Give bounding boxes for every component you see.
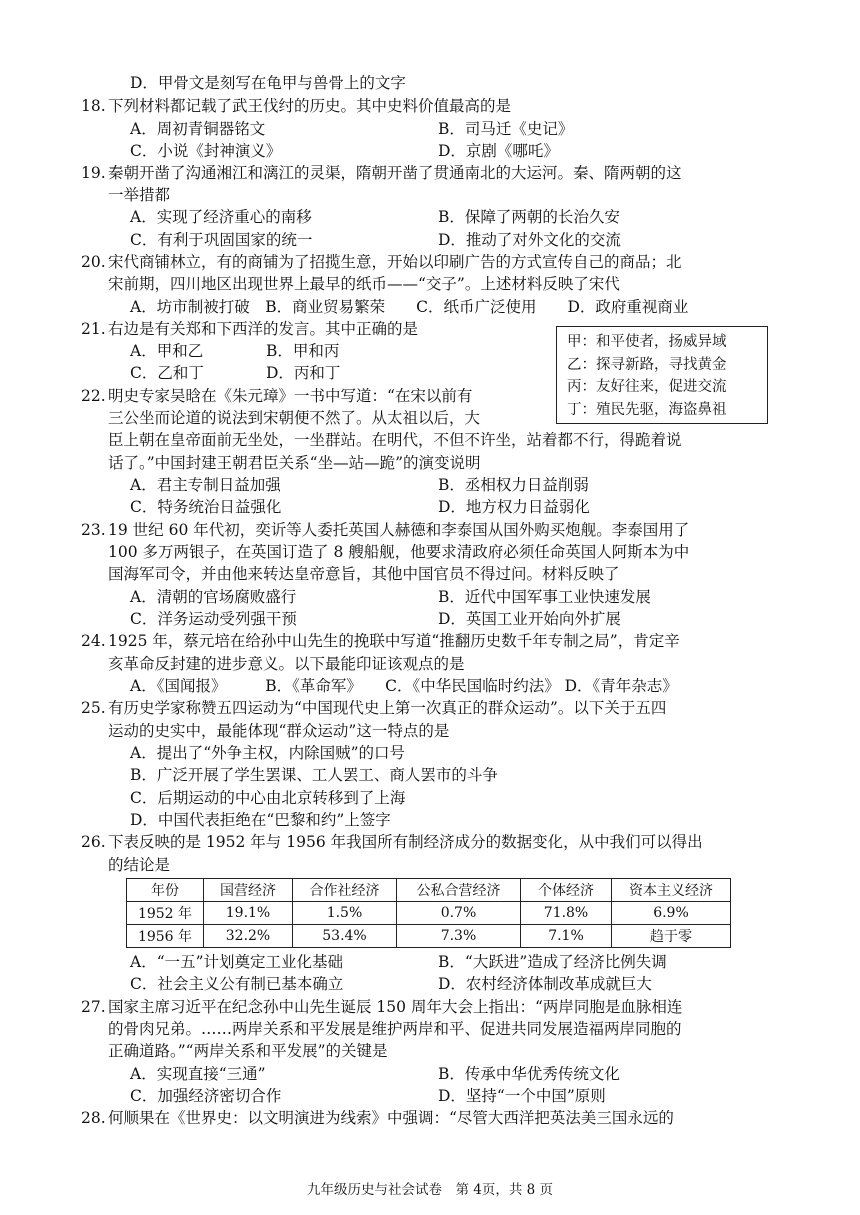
- table-cell: 53.4%: [293, 925, 397, 948]
- question-number: 26.: [81, 833, 106, 851]
- economy-ownership-table: [126, 878, 731, 948]
- question-stem: 19 世纪 60 年代初，奕䜣等人委托英国人赫德和李泰国从国外购买炮舰。李泰国用了: [108, 521, 690, 539]
- q19-option-d: D．推动了对外文化的交流: [438, 231, 621, 249]
- table-cell: 6.9%: [612, 902, 731, 925]
- question-number: 19.: [81, 164, 106, 182]
- q21-option-b: B．甲和丙: [266, 342, 340, 360]
- q26-option-b: B．“大跃进”造成了经济比例失调: [438, 953, 667, 971]
- table-header: 合作社经济: [293, 879, 397, 902]
- question-stem: 1925 年，蔡元培在给孙中山先生的挽联中写道“推翻历史数千年专制之局”，肯定辛: [108, 632, 680, 650]
- table-header: 资本主义经济: [612, 879, 731, 902]
- question-stem: 宋代商铺林立，有的商铺为了招揽生意，开始以印刷广告的方式宣传自己的商品；北: [108, 253, 682, 271]
- question-stem-cont: 宋前期，四川地区出现世界上最早的纸币——“交子”。上述材料反映了宋代: [108, 275, 620, 293]
- question-number: 24.: [81, 632, 106, 650]
- q25-option-b: B．广泛开展了学生罢课、工人罢工、商人罢市的斗争: [130, 766, 498, 784]
- statement-yi: 乙：探寻新路，寻找黄金: [567, 356, 727, 373]
- question-number: 23.: [81, 521, 106, 539]
- question-22: [81, 385, 473, 407]
- question-stem-cont: 正确道路。”“两岸关系和平发展”的关键是: [108, 1042, 388, 1060]
- question-stem-cont: 话了。”中国封建王朝君臣关系“坐—站—跪”的演变说明: [108, 454, 481, 472]
- q23-option-a: A．清朝的官场腐败盛行: [130, 588, 297, 606]
- q22-option-a: A．君主专制日益加强: [130, 476, 281, 494]
- q22-option-b: B．丞相权力日益削弱: [438, 476, 589, 494]
- question-stem: 国家主席习近平在纪念孙中山先生诞辰 150 周年大会上指出：“两岸同胞是血脉相连: [108, 998, 683, 1016]
- question-stem-cont: 100 多万两银子，在英国订造了 8 艘船舰，他要求清政府必须任命英国人阿斯本为中: [108, 543, 690, 561]
- q25-option-c: C．后期运动的中心由北京转移到了上海: [130, 789, 406, 807]
- zhenghe-statements-box: [556, 326, 768, 424]
- q23-option-d: D．英国工业开始向外扩展: [438, 610, 621, 628]
- table-header: 国营经济: [204, 879, 293, 902]
- statement-ding: 丁：殖民先驱，海盗鼻祖: [567, 401, 727, 418]
- question-stem: 右边是有关郑和下西洋的发言。其中正确的是: [108, 320, 419, 338]
- question-stem-cont: 臣上朝在皇帝面前无坐处，一坐群站。在明代，不但不许坐，站着都不行，得跪着说: [108, 431, 682, 449]
- question-number: 25.: [81, 699, 106, 717]
- table-header-row: [127, 879, 731, 902]
- q27-option-b: B．传承中华优秀传统文化: [438, 1065, 620, 1083]
- q27-option-c: C．加强经济密切合作: [130, 1087, 282, 1105]
- table-cell: 7.1%: [521, 925, 612, 948]
- table-cell: 32.2%: [204, 925, 293, 948]
- question-stem-cont: 亥革命反封建的进步意义。以下最能印证该观点的是: [108, 655, 465, 673]
- question-number: 27.: [81, 998, 106, 1016]
- q26-option-c: C．社会主义公有制已基本确立: [130, 975, 344, 993]
- q20-options: A．坊市制被打破 B．商业贸易繁荣 C．纸币广泛使用 D．政府重视商业: [130, 298, 689, 316]
- q21-option-d: D．丙和丁: [266, 364, 341, 382]
- q21-option-c: C．乙和丁: [130, 364, 204, 382]
- q25-option-a: A．提出了“外争主权，内除国贼”的口号: [130, 744, 406, 762]
- question-25: [81, 697, 667, 719]
- question-stem: 明史专家吴晗在《朱元璋》一书中写道：“在宋以前有: [108, 387, 473, 405]
- q18-option-b: B．司马迁《史记》: [438, 120, 574, 138]
- page-footer: 九年级历史与社会试卷 第 4页，共 8 页: [306, 1182, 554, 1198]
- question-stem: 何顺果在《世界史：以文明演进为线索》中强调：“尽管大西洋把英法美三国永远的: [108, 1109, 674, 1127]
- q23-option-b: B．近代中国军事工业快速发展: [438, 588, 651, 606]
- q18-option-c: C．小说《封神演义》: [130, 142, 282, 160]
- table-cell: 1.5%: [293, 902, 397, 925]
- table-cell: 19.1%: [204, 902, 293, 925]
- question-stem-cont: 的结论是: [108, 856, 171, 874]
- question-number: 18.: [81, 97, 106, 115]
- question-26: [81, 831, 703, 853]
- table-row: [127, 902, 731, 925]
- question-24: [81, 630, 680, 652]
- q21-option-a: A．甲和乙: [130, 342, 204, 360]
- q18-option-d: D．京剧《哪吒》: [438, 142, 559, 160]
- table-row: [127, 925, 731, 948]
- question-number: 20.: [81, 253, 106, 271]
- table-cell: 0.7%: [397, 902, 521, 925]
- q19-option-c: C．有利于巩固国家的统一: [130, 231, 313, 249]
- question-19: [81, 162, 682, 184]
- question-stem: 有历史学家称赞五四运动为“中国现代史上第一次真正的群众运动”。以下关于五四: [108, 699, 667, 717]
- question-stem: 下列材料都记载了武王伐纣的历史。其中史料价值最高的是: [108, 97, 512, 115]
- question-stem: 秦朝开凿了沟通湘江和漓江的灵渠，隋朝开凿了贯通南北的大运河。秦、隋两朝的这: [108, 164, 682, 182]
- question-stem-cont: 的骨肉兄弟。……两岸关系和平发展是维护两岸和平、促进共同发展造福两岸同胞的: [108, 1020, 682, 1038]
- question-stem-cont: 一举措都: [108, 186, 171, 204]
- table-header: 个体经济: [521, 879, 612, 902]
- q23-option-c: C．洋务运动受列强干预: [130, 610, 297, 628]
- statement-jia: 甲：和平使者，扬威异域: [567, 334, 727, 350]
- question-18: [81, 95, 512, 117]
- question-23: [81, 519, 690, 541]
- q19-option-a: A．实现了经济重心的南移: [130, 208, 312, 226]
- question-number: 28.: [81, 1109, 106, 1127]
- question-27: [81, 996, 683, 1018]
- q18-option-a: A．周初青铜器铭文: [130, 120, 266, 138]
- question-number: 22.: [81, 387, 106, 405]
- q24-options: A．《国闻报》 B．《革命军》 C．《中华民国临时约法》 D．《青年杂志》: [130, 677, 678, 695]
- question-21: [81, 318, 419, 340]
- table-cell: 71.8%: [521, 902, 612, 925]
- question-number: 21.: [81, 320, 106, 338]
- q22-option-d: D．地方权力日益弱化: [438, 498, 590, 516]
- q25-option-d: D．中国代表拒绝在“巴黎和约”上签字: [130, 811, 391, 829]
- q26-option-d: D．农村经济体制改革成就巨大: [438, 975, 652, 993]
- q27-option-a: A．实现直接“三通”: [130, 1065, 266, 1083]
- question-stem: 下表反映的是 1952 年与 1956 年我国所有制经济成分的数据变化，从中我们可以得出: [108, 833, 703, 851]
- question-stem-cont: 运动的史实中，最能体现“群众运动”这一特点的是: [108, 722, 450, 740]
- table-header: 年份: [127, 879, 204, 902]
- q19-option-b: B．保障了两朝的长治久安: [438, 208, 620, 226]
- question-stem-cont: 三公坐而论道的说法到宋朝便不然了。从太祖以后，大: [108, 409, 481, 427]
- q17-option-d: D．甲骨文是刻写在龟甲与兽骨上的文字: [130, 74, 406, 92]
- q26-option-a: A．“一五”计划奠定工业化基础: [130, 953, 344, 971]
- table-header: 公私合营经济: [397, 879, 521, 902]
- table-cell: 1952 年: [127, 902, 204, 925]
- table-cell: 1956 年: [127, 925, 204, 948]
- statement-bing: 丙：友好往来，促进交流: [567, 379, 727, 395]
- q22-option-c: C．特务统治日益强化: [130, 498, 282, 516]
- question-28: [81, 1107, 674, 1129]
- question-20: [81, 251, 682, 273]
- table-cell: 趋于零: [612, 925, 731, 948]
- q27-option-d: D．坚持“一个中国”原则: [438, 1087, 606, 1105]
- question-stem-cont: 国海军司令，并由他来转达皇帝意旨，其他中国官员不得过问。材料反映了: [108, 565, 620, 583]
- table-cell: 7.3%: [397, 925, 521, 948]
